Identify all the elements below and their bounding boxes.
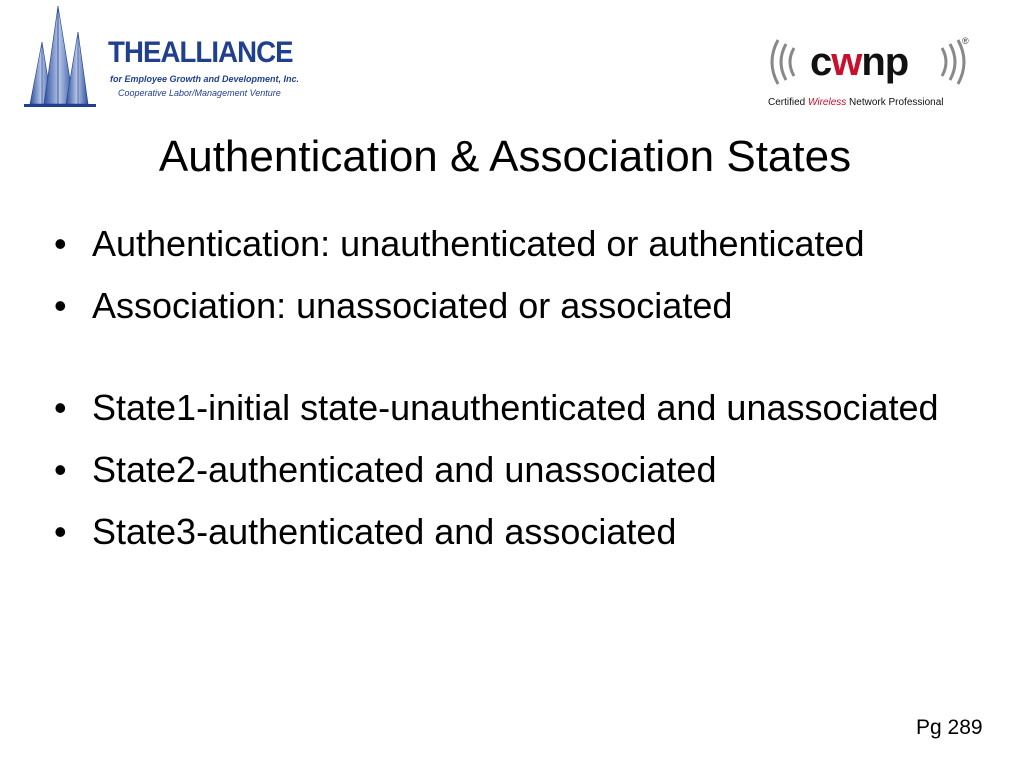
cwnp-wordmark-w: w [831,40,862,84]
cwnp-tagline-post: Network Professional [846,97,944,108]
alliance-tagline: Cooperative Labor/Management Venture [118,88,281,98]
slide-title: Authentication & Association States [158,132,852,181]
cwnp-wordmark [810,40,908,85]
bullet-dot-icon: • [54,511,67,552]
cwnp-wordmark-np: np [861,40,909,84]
alliance-logo [22,2,300,110]
bullet-text: Association: unassociated or associated [92,285,733,326]
bullet-dot-icon: • [54,449,67,490]
cwnp-tagline-wireless: Wireless [808,97,847,108]
bullet-text: Authentication: unauthenticated or authenticated [92,223,865,264]
cwnp-wordmark-c: c [810,40,832,84]
bullet-item [52,280,972,332]
bullet-dot-icon: • [54,223,67,264]
bullet-text: State1-initial state-unauthenticated and unassociated [92,387,939,428]
bullet-dot-icon: • [54,387,67,428]
bullet-text: State3-authenticated and associated [92,511,677,552]
bullet-item [52,382,972,434]
bullet-item [52,218,972,270]
bullet-item [52,506,972,558]
alliance-wordmark: THEALLIANCE [108,36,293,69]
registered-mark: ® [962,36,969,46]
cwnp-logo [764,30,976,120]
bullet-dot-icon: • [54,285,67,326]
cwnp-tagline-pre: Certified [768,97,809,108]
page-reference: Pg 289 [916,716,983,739]
bullet-list [52,218,972,568]
alliance-subtitle: for Employee Growth and Development, Inc. [110,74,300,84]
skyline-icon [22,2,112,110]
cwnp-tagline [768,97,944,108]
bullet-text: State2-authenticated and unassociated [92,449,717,490]
bullet-item [52,444,972,496]
